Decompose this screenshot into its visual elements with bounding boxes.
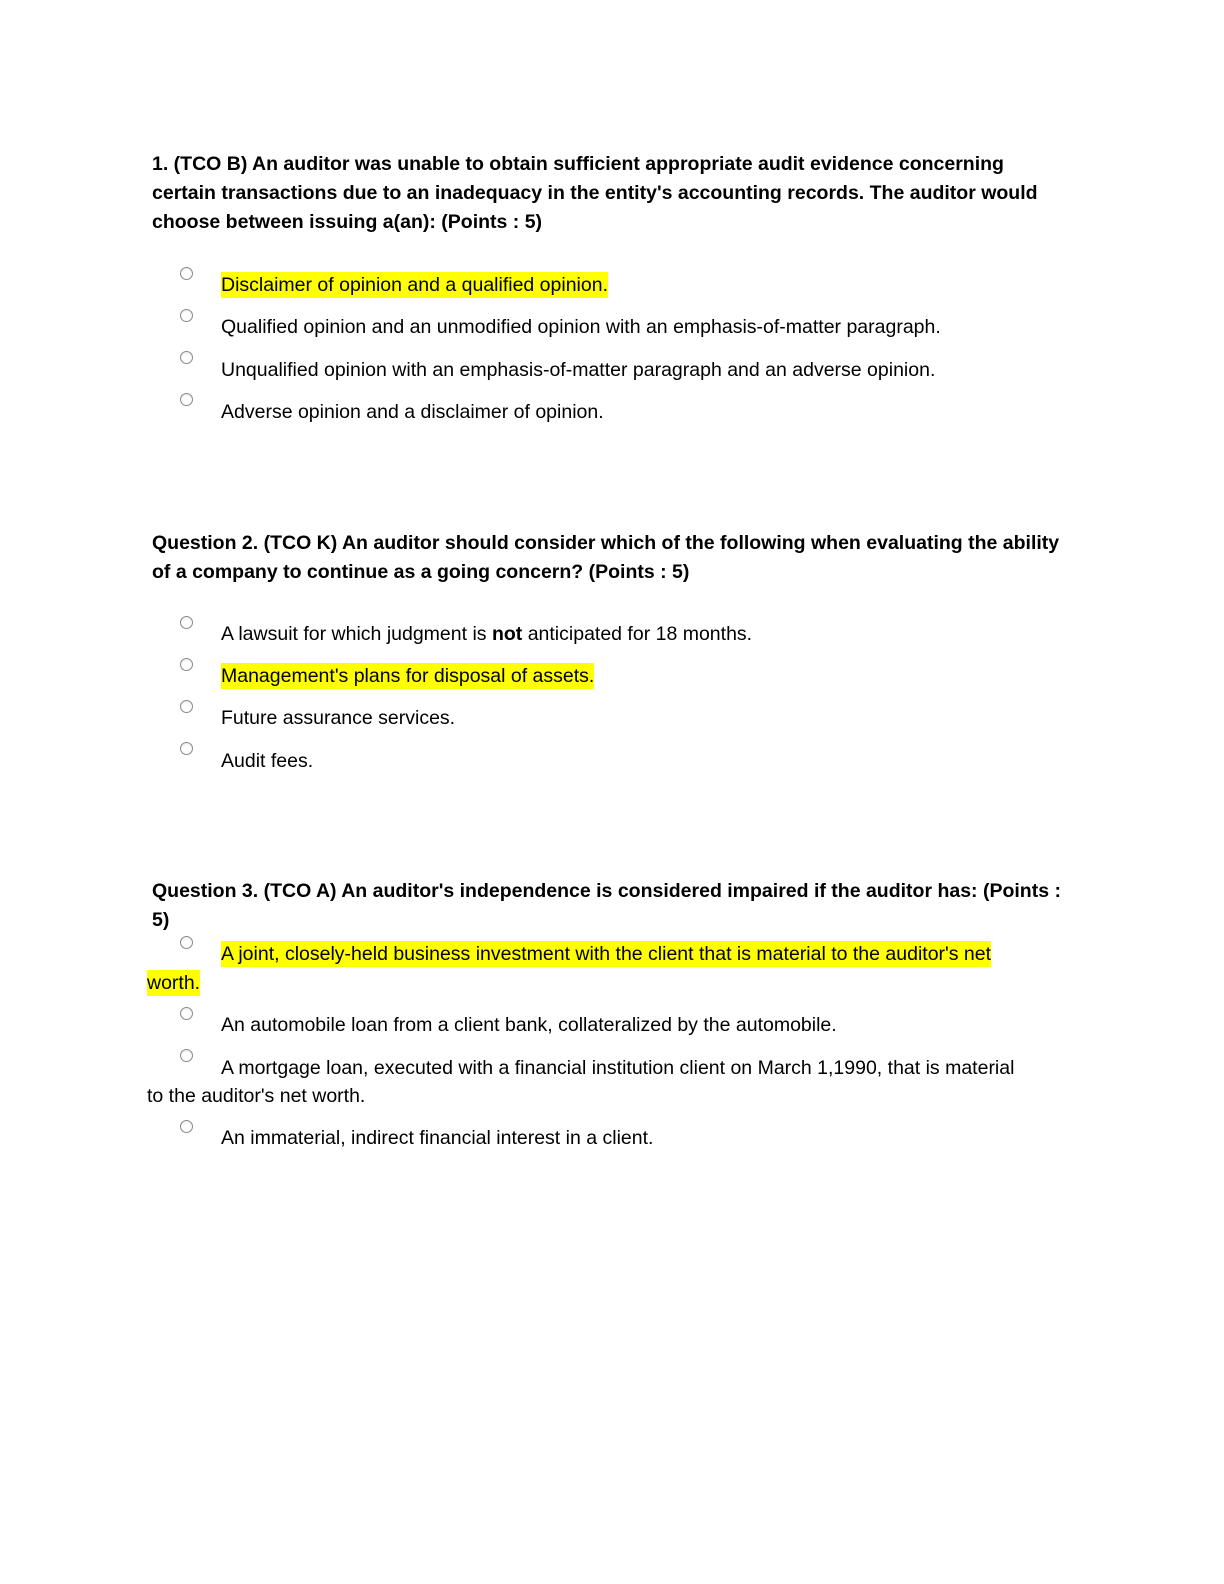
q2-option-4: Audit fees. (221, 750, 314, 772)
highlight: worth. (147, 972, 201, 994)
radio-q1-option-2[interactable] (180, 309, 193, 322)
question-3-prompt: Question 3. (TCO A) An auditor's independence is considered impaired if the auditor has: (Points : 5) (152, 880, 1061, 931)
radio-q3-option-3[interactable] (180, 1049, 193, 1062)
radio-q3-option-2[interactable] (180, 1007, 193, 1020)
radio-q3-option-1[interactable] (180, 936, 193, 949)
radio-q1-option-3[interactable] (180, 351, 193, 364)
q1-option-4: Adverse opinion and a disclaimer of opinion. (221, 401, 604, 423)
q3-option-4: An immaterial, indirect financial interest in a client. (221, 1127, 654, 1149)
q2-option-3: Future assurance services. (221, 707, 456, 729)
question-1-prompt: 1. (TCO B) An auditor was unable to obtain sufficient appropriate audit evidence concerning certain transactions due to an inadequacy in the entity's accounting records. The auditor would choose between issuing a(an): (Points : 5) (152, 153, 1038, 233)
radio-q1-option-4[interactable] (180, 393, 193, 406)
option-text-pre: A lawsuit for which judgment is (221, 623, 492, 645)
q3-option-1-line1 (221, 942, 991, 967)
q1-option-2: Qualified opinion and an unmodified opinion with an emphasis-of-matter paragraph. (221, 316, 941, 338)
highlight: Management's plans for disposal of assets. (221, 665, 595, 687)
question-2-prompt: Question 2. (TCO K) An auditor should consider which of the following when evaluating the ability of a company to continue as a going concern? (Points : 5) (152, 532, 1060, 583)
q2-option-2 (221, 664, 594, 689)
radio-q2-option-2[interactable] (180, 658, 193, 671)
highlight: A joint, closely-held business investment with the client that is material to the auditor's net (221, 943, 992, 965)
q3-option-1-line2 (147, 971, 200, 996)
radio-q2-option-4[interactable] (180, 742, 193, 755)
radio-q2-option-3[interactable] (180, 700, 193, 713)
q3-option-3-line1: A mortgage loan, executed with a financial institution client on March 1,1990, that is material (221, 1057, 1015, 1079)
radio-q3-option-4[interactable] (180, 1120, 193, 1133)
q1-option-1 (221, 273, 608, 298)
q1-option-3: Unqualified opinion with an emphasis-of-matter paragraph and an adverse opinion. (221, 359, 936, 381)
highlight: Disclaimer of opinion and a qualified opinion. (221, 274, 608, 296)
q2-option-1 (221, 622, 752, 647)
radio-q2-option-1[interactable] (180, 616, 193, 629)
q3-option-2: An automobile loan from a client bank, collateralized by the automobile. (221, 1014, 837, 1036)
q3-option-3-line2: to the auditor's net worth. (147, 1085, 366, 1107)
option-text-post: anticipated for 18 months. (522, 623, 753, 645)
radio-q1-option-1[interactable] (180, 267, 193, 280)
option-text-bold: not (491, 623, 523, 645)
